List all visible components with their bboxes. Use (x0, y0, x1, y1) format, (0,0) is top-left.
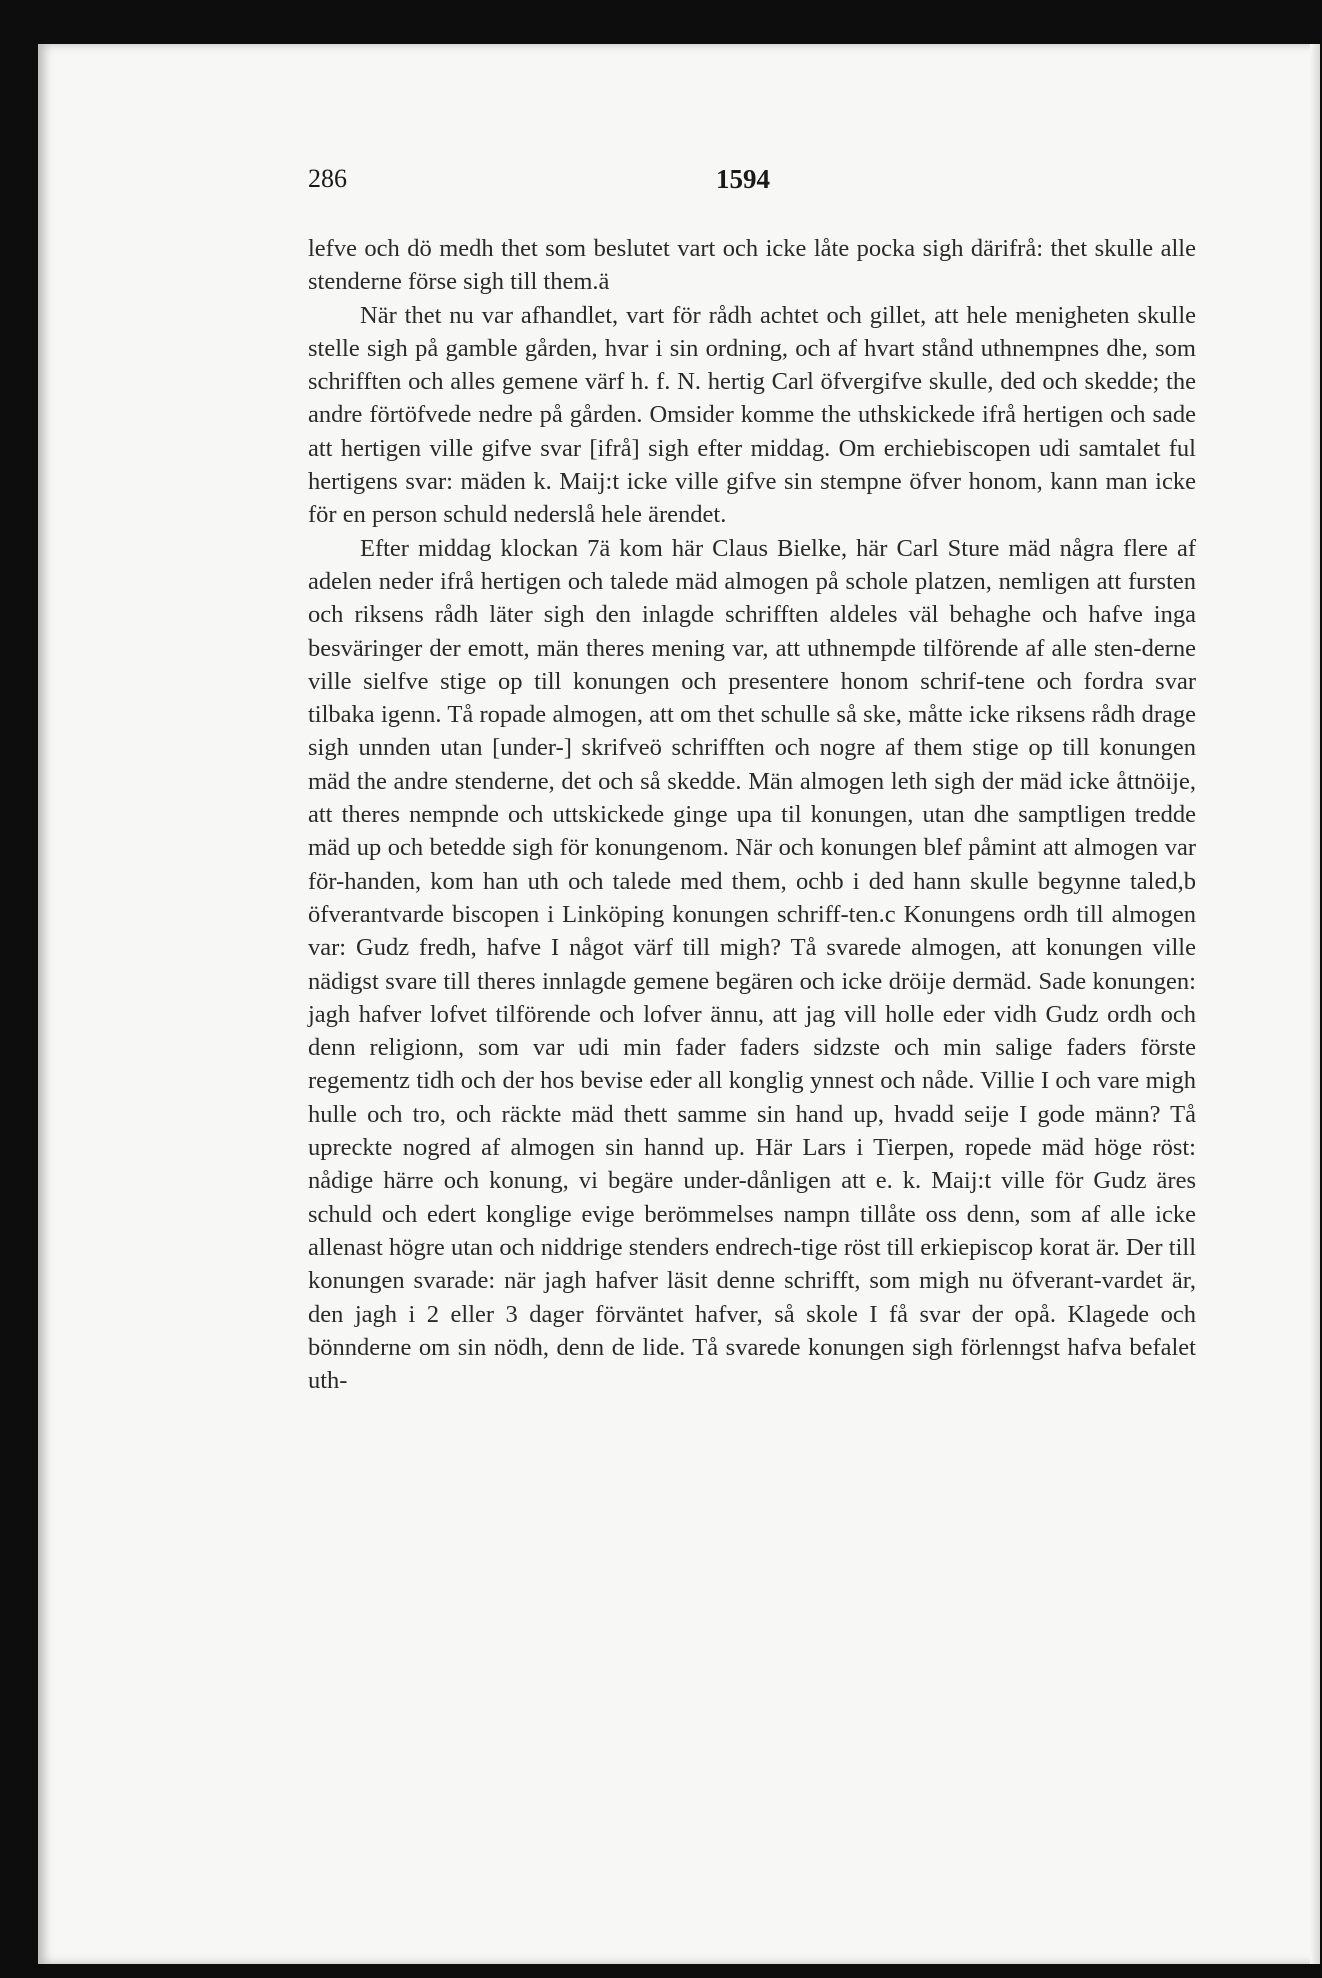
running-head-year: 1594 (716, 164, 770, 194)
paragraph-2: När thet nu var afhandlet, vart för rådh achtet och gillet, att hele menigheten skulle stelle sigh på gamble gården, hvar i sin ordning, och af hvart stånd uthnempnes dhe, som schrifften och alles gemene värf h. f. N. hertig Carl öfvergifve skulle, ded och skedde; the andre förtöfvede nedre på gården. Omsider komme the uthskickede ifrå hertigen och sade att hertigen ville gifve svar [ifrå] sigh efter middag. Om erchiebiscopen udi samtalet ful hertigens svar: mäden k. Maij:t icke ville gifve sin stempne öfver honom, kann man icke för en person schuld nederslå hele ärendet. (308, 301, 1196, 529)
page-edge (1310, 44, 1320, 1964)
body-text (308, 232, 1196, 1397)
page-number: 286 (308, 164, 347, 193)
page-header (308, 164, 1196, 204)
paragraph-1: lefve och dö medh thet som beslutet vart och icke låte pocka sigh därifrå: thet skulle alle stenderne förse sigh till them.ä (308, 235, 1196, 296)
paragraph-3: Efter middag klockan 7ä kom här Claus Bielke, här Carl Sture mäd några flere af adelen neder ifrå hertigen och talede mäd almogen på schole platzen, nemligen att fursten och riksens rådh läter sigh den inlagde schrifften aldeles väl behaghe och hafve inga besväringer der emott, män theres mening var, att uthnempde tilförende af alle sten-derne ville sielfve stige op till konungen och presentere honom schrif-tene och fordra svar tilbaka igenn. Tå ropade almogen, att om thet schulle så ske, måtte icke riksens rådh drage sigh unnden utan [under-] skrifveö schrifften och nogre af them stige op till konungen mäd the andre stenderne, det och så skedde. Män almogen leth sigh der mäd icke åttnöije, att theres nempnde och uttskickede ginge upa til konungen, utan dhe samptligen tredde mäd up och betedde sigh för konungenom. När och konungen blef påmint att almogen var för-handen, kom han uth och talede med them, ochb i ded hann skulle begynne taled,b öfverantvarde biscopen i Linköping konungen schriff-ten.c Konungens ordh till almogen var: Gudz fredh, hafve I något värf till migh? Tå svarede almogen, att konungen ville nädigst svare till theres innlagde gemene begären och icke dröije dermäd. Sade konungen: jagh hafver lofvet tilförende och lofver ännu, att jag vill holle eder vidh Gudz ordh och denn religionn, som var udi min fader faders sidzste och min salige faders förste regementz tidh och der hos bevise eder all konglig ynnest och nåde. Villie I och vare migh hulle och tro, och räckte mäd thett samme sin hand up, hvadd seije I gode männ? Tå upreckte nogred af almogen sin hannd up. Här Lars i Tierpen, ropede mäd höge röst: nådige härre och konung, vi begäre under-dånligen att e. k. Maij:t ville för Gudz äres schuld och edert konglige evige berömmelses nampn tillåte oss denn, som af alle icke allenast högre utan och niddrige stenders endrech-tige röst till erkiepiscop korat är. Der till konungen svarade: när jagh hafver läsit denne schrifft, som migh nu öfverant-vardet är, den jagh i 2 eller 3 dager förväntet hafver, så skole I få svar der opå. Klagede och bönnderne om sin nödh, denn de lide. Tå svarede konungen sigh förlenngst hafva befalet uth- (308, 534, 1196, 1395)
